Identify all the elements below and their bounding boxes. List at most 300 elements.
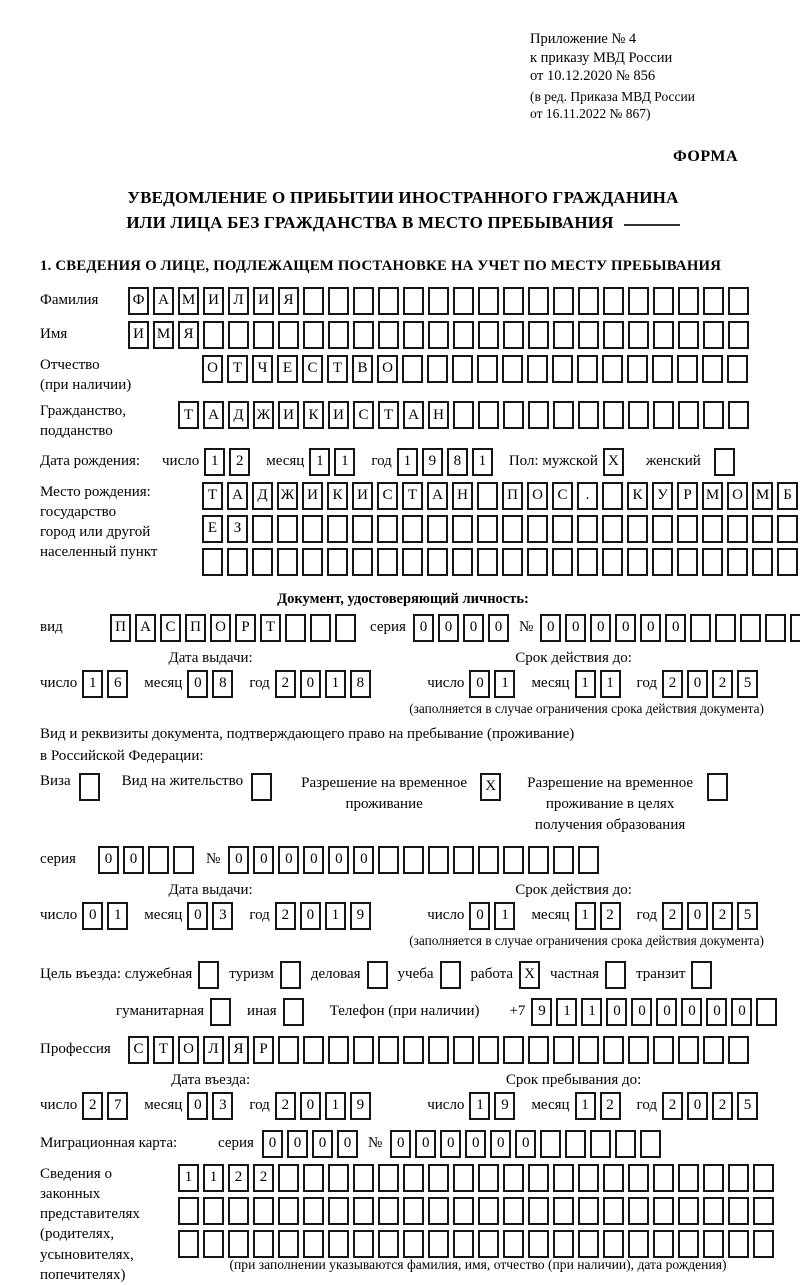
char-cell [603,1164,624,1192]
char-cell [652,355,673,383]
char-cell: 1 [556,998,577,1026]
temp-permit-edu-checkbox [707,773,728,801]
citizenship-label: Гражданство, подданство [40,403,127,440]
surname-label: Фамилия [40,292,99,309]
id-number-cells [540,614,800,642]
char-cell [503,1197,524,1225]
year-label: год [636,907,658,924]
char-cell: 9 [350,902,371,930]
char-cell [453,401,474,429]
char-cell [428,287,449,315]
char-cell [777,548,798,576]
char-cell [728,401,749,429]
char-cell: Л [228,287,249,315]
phone-label: Телефон (при наличии) [329,1003,480,1020]
char-cell [377,515,398,543]
char-cell [503,1230,524,1258]
char-cell [453,846,474,874]
char-cell: 0 [287,1130,308,1158]
char-cell: Т [402,482,423,510]
doc-type-label: вид [40,619,63,636]
char-cell: 1 [309,448,330,476]
char-cell: 0 [253,846,274,874]
char-cell [628,401,649,429]
char-cell: 8 [447,448,468,476]
entry-date-values [40,1092,766,1120]
char-cell: К [627,482,648,510]
char-cell [577,548,598,576]
char-cell: X [519,961,540,989]
month-label: месяц [144,907,183,924]
permit-valid-month-cells [575,902,621,930]
char-cell [502,515,523,543]
char-cell: 2 [229,448,250,476]
char-cell: 0 [465,1130,486,1158]
char-cell: О [377,355,398,383]
char-cell [178,1230,199,1258]
char-cell [653,321,674,349]
char-cell: 0 [606,998,627,1026]
char-cell [678,287,699,315]
char-cell [453,1197,474,1225]
title-line-2: ИЛИ ЛИЦА БЕЗ ГРАЖДАНСТВА В МЕСТО ПРЕБЫВАНИЯ [126,213,614,233]
char-cell: Д [252,482,273,510]
char-cell: 2 [228,1164,249,1192]
stay-day-cells [469,1092,515,1120]
char-cell [327,515,348,543]
char-cell: 2 [662,902,683,930]
char-cell [553,401,574,429]
entry-purpose-row2 [40,998,766,1026]
char-cell: А [427,482,448,510]
char-cell [703,321,724,349]
purpose-official-checkbox [198,961,219,989]
char-cell: 1 [325,670,346,698]
char-cell: Д [228,401,249,429]
sex-female-label: женский [645,453,701,470]
char-cell [353,321,374,349]
char-cell: 0 [312,1130,333,1158]
char-cell: 0 [300,902,321,930]
char-cell: 0 [687,1092,708,1120]
char-cell [478,287,499,315]
char-cell [728,1230,749,1258]
title-blank-line [624,224,680,226]
char-cell [440,961,461,989]
char-cell [353,1230,374,1258]
other-purpose-checkbox [283,998,304,1026]
id-doc-row [40,614,766,642]
char-cell: 0 [687,670,708,698]
char-cell [702,548,723,576]
char-cell [202,548,223,576]
char-cell [428,1230,449,1258]
char-cell [352,515,373,543]
char-cell [280,961,301,989]
char-cell: 5 [737,902,758,930]
patronymic-cells [202,355,748,383]
char-cell: 2 [662,670,683,698]
char-cell [652,548,673,576]
char-cell: 1 [203,1164,224,1192]
char-cell: 1 [325,1092,346,1120]
char-cell: 2 [712,1092,733,1120]
char-cell [714,448,735,476]
char-cell [678,1164,699,1192]
char-cell: 0 [278,846,299,874]
day-label: число [40,907,78,924]
char-cell: И [253,287,274,315]
char-cell [328,1230,349,1258]
char-cell [278,321,299,349]
profession-row [40,1036,766,1064]
year-label: год [636,1097,658,1114]
name-label: Имя [40,326,68,343]
char-cell: 0 [665,614,686,642]
char-cell: Т [327,355,348,383]
char-cell: 0 [328,846,349,874]
char-cell [353,1164,374,1192]
char-cell: Р [253,1036,274,1064]
char-cell [327,548,348,576]
char-cell: 0 [706,998,727,1026]
char-cell: 0 [440,1130,461,1158]
char-cell: Т [178,401,199,429]
char-cell [403,321,424,349]
char-cell [602,515,623,543]
char-cell: А [403,401,424,429]
permit-issue-year-cells [275,902,371,930]
char-cell: 8 [212,670,233,698]
annex-line-3: от 10.12.2020 № 856 [530,68,656,85]
mig-number-label: № [367,1135,383,1152]
char-cell: К [303,401,324,429]
char-cell: 0 [82,902,103,930]
char-cell: Я [228,1036,249,1064]
char-cell [727,548,748,576]
annex-line-1: Приложение № 4 [530,31,637,47]
char-cell: 0 [187,670,208,698]
day-label: число [162,453,200,470]
char-cell [727,355,748,383]
id-date-headers [40,650,766,667]
work-label: работа [470,966,514,983]
char-cell [527,548,548,576]
char-cell: 1 [600,670,621,698]
permit-series-row [40,846,766,874]
char-cell [527,355,548,383]
char-cell [690,614,711,642]
char-cell [477,355,498,383]
char-cell: Ж [277,482,298,510]
char-cell [303,321,324,349]
humanitarian-label: гуманитарная [116,1003,205,1020]
char-cell [403,287,424,315]
char-cell [228,321,249,349]
char-cell [303,1230,324,1258]
char-cell [335,614,356,642]
char-cell [653,1036,674,1064]
char-cell [628,287,649,315]
char-cell [251,773,272,801]
permit-issue-date-label: Дата выдачи: [168,881,253,898]
annex-note-line-1: (в ред. Приказа МВД России [530,88,695,104]
char-cell [478,1230,499,1258]
char-cell [378,1230,399,1258]
char-cell [578,846,599,874]
char-cell: 0 [640,614,661,642]
char-cell [403,1036,424,1064]
business-label: деловая [310,966,361,983]
char-cell [453,321,474,349]
char-cell: Н [452,482,473,510]
char-cell [628,1164,649,1192]
char-cell [703,1164,724,1192]
phone-prefix: +7 [509,1003,526,1020]
char-cell: 0 [353,846,374,874]
char-cell [79,773,100,801]
char-cell: 7 [107,1092,128,1120]
char-cell [553,321,574,349]
study-checkbox [440,961,461,989]
char-cell: 0 [590,614,611,642]
char-cell [590,1130,611,1158]
char-cell: О [527,482,548,510]
id-issue-year-cells [275,670,371,698]
month-label: месяц [531,907,570,924]
char-cell [756,998,777,1026]
char-cell: Б [777,482,798,510]
char-cell [210,998,231,1026]
char-cell: 0 [515,1130,536,1158]
char-cell [603,1197,624,1225]
char-cell [428,1164,449,1192]
char-cell: П [110,614,131,642]
humanitarian-checkbox [210,998,231,1026]
permit-type-row [40,773,766,836]
char-cell [228,1197,249,1225]
char-cell [728,1036,749,1064]
char-cell: 1 [107,902,128,930]
char-cell: Л [203,1036,224,1064]
char-cell [328,1197,349,1225]
char-cell [503,401,524,429]
char-cell [228,1230,249,1258]
char-cell: 2 [600,902,621,930]
char-cell: С [552,482,573,510]
char-cell [752,515,773,543]
char-cell [378,287,399,315]
char-cell: 9 [494,1092,515,1120]
work-checkbox [519,961,540,989]
annex-line-2: к приказу МВД России [530,49,673,66]
char-cell: 1 [397,448,418,476]
visa-option [40,773,100,801]
char-cell: 0 [413,614,434,642]
char-cell: 9 [422,448,443,476]
char-cell: П [502,482,523,510]
residence-permit-checkbox [251,773,272,801]
char-cell [203,1230,224,1258]
char-cell [765,614,786,642]
char-cell [453,1036,474,1064]
char-cell: Т [227,355,248,383]
char-cell: О [210,614,231,642]
char-cell [578,1164,599,1192]
char-cell: 0 [228,846,249,874]
char-cell: 0 [463,614,484,642]
other-purpose-label: иная [247,1003,277,1020]
char-cell [378,321,399,349]
char-cell: 6 [107,670,128,698]
char-cell [603,287,624,315]
char-cell: Т [202,482,223,510]
char-cell: 0 [438,614,459,642]
char-cell: В [352,355,373,383]
char-cell: 0 [631,998,652,1026]
char-cell: 0 [615,614,636,642]
char-cell [703,1036,724,1064]
char-cell: И [328,401,349,429]
name-row [40,321,766,349]
mig-number-cells [390,1130,661,1158]
char-cell [353,287,374,315]
id-valid-until-label: Срок действия до: [515,649,632,666]
char-cell [552,548,573,576]
permit-valid-until-label: Срок действия до: [515,881,632,898]
char-cell [528,846,549,874]
residence-permit-label: Вид на жительство [121,772,244,789]
char-cell: И [203,287,224,315]
char-cell [478,401,499,429]
char-cell [328,287,349,315]
permit-intro-line2: в Российской Федерации: [40,747,204,764]
char-cell [603,401,624,429]
char-cell [477,548,498,576]
char-cell: К [327,482,348,510]
profession-cells [128,1036,749,1064]
char-cell [703,1197,724,1225]
char-cell [310,614,331,642]
permit-valid-day-cells [469,902,515,930]
char-cell [528,1036,549,1064]
temp-permit-edu-option [521,773,728,836]
char-cell [577,515,598,543]
char-cell [453,1164,474,1192]
char-cell [528,1230,549,1258]
char-cell [740,614,761,642]
birthplace-row [40,482,792,581]
char-cell: Т [260,614,281,642]
month-label: месяц [144,675,183,692]
char-cell: 1 [82,670,103,698]
char-cell [615,1130,636,1158]
char-cell: 0 [262,1130,283,1158]
char-cell [402,515,423,543]
char-cell [427,515,448,543]
char-cell [678,321,699,349]
char-cell: 0 [469,902,490,930]
char-cell [790,614,800,642]
char-cell: Р [235,614,256,642]
id-valid-month-cells [575,670,621,698]
private-label: частная [550,966,600,983]
section1-heading: 1. СВЕДЕНИЯ О ЛИЦЕ, ПОДЛЕЖАЩЕМ ПОСТАНОВКЕ НА УЧЕТ ПО МЕСТУ ПРЕБЫВАНИЯ [40,257,722,274]
char-cell: 0 [469,670,490,698]
char-cell [677,548,698,576]
char-cell [652,515,673,543]
char-cell [378,846,399,874]
residence-permit-option [122,773,272,801]
char-cell: X [603,448,624,476]
profession-label: Профессия [40,1041,111,1058]
char-cell [628,321,649,349]
char-cell [753,1230,774,1258]
char-cell [227,548,248,576]
char-cell: Е [202,515,223,543]
char-cell [553,1036,574,1064]
char-cell: А [227,482,248,510]
char-cell: 1 [325,902,346,930]
citizenship-cells [178,401,749,429]
char-cell [478,1197,499,1225]
char-cell [653,1197,674,1225]
char-cell [278,1197,299,1225]
char-cell [603,321,624,349]
sex-male-label: Пол: мужской [508,453,598,470]
id-doc-header: Документ, удостоверяющий личность: [277,590,529,607]
char-cell [653,1164,674,1192]
char-cell [452,355,473,383]
char-cell: 9 [531,998,552,1026]
char-cell: 2 [712,670,733,698]
char-cell [278,1036,299,1064]
year-label: год [249,675,270,692]
char-cell [453,1230,474,1258]
char-cell [502,548,523,576]
id-issue-date-label: Дата выдачи: [168,649,253,666]
char-cell [403,846,424,874]
char-cell: 0 [303,846,324,874]
char-cell [377,548,398,576]
day-label: число [40,1097,78,1114]
char-cell [728,1197,749,1225]
char-cell [477,515,498,543]
transit-checkbox [691,961,712,989]
char-cell [502,355,523,383]
temp-permit-option [296,773,501,815]
char-cell [148,846,169,874]
permit-intro-line1: Вид и реквизиты документа, подтверждающего право на пребывание (проживание) [40,725,575,742]
tourism-checkbox [280,961,301,989]
char-cell [303,1164,324,1192]
char-cell: 0 [488,614,509,642]
birth-date-row [40,448,766,476]
char-cell [528,1197,549,1225]
char-cell: И [128,321,149,349]
char-cell [353,1197,374,1225]
char-cell [328,1164,349,1192]
char-cell [478,1036,499,1064]
char-cell: X [480,773,501,801]
day-label: число [40,675,78,692]
permit-date-values [40,902,766,930]
year-label: год [249,907,270,924]
char-cell [752,548,773,576]
char-cell [528,401,549,429]
char-cell: М [752,482,773,510]
permit-issue-month-cells [187,902,233,930]
